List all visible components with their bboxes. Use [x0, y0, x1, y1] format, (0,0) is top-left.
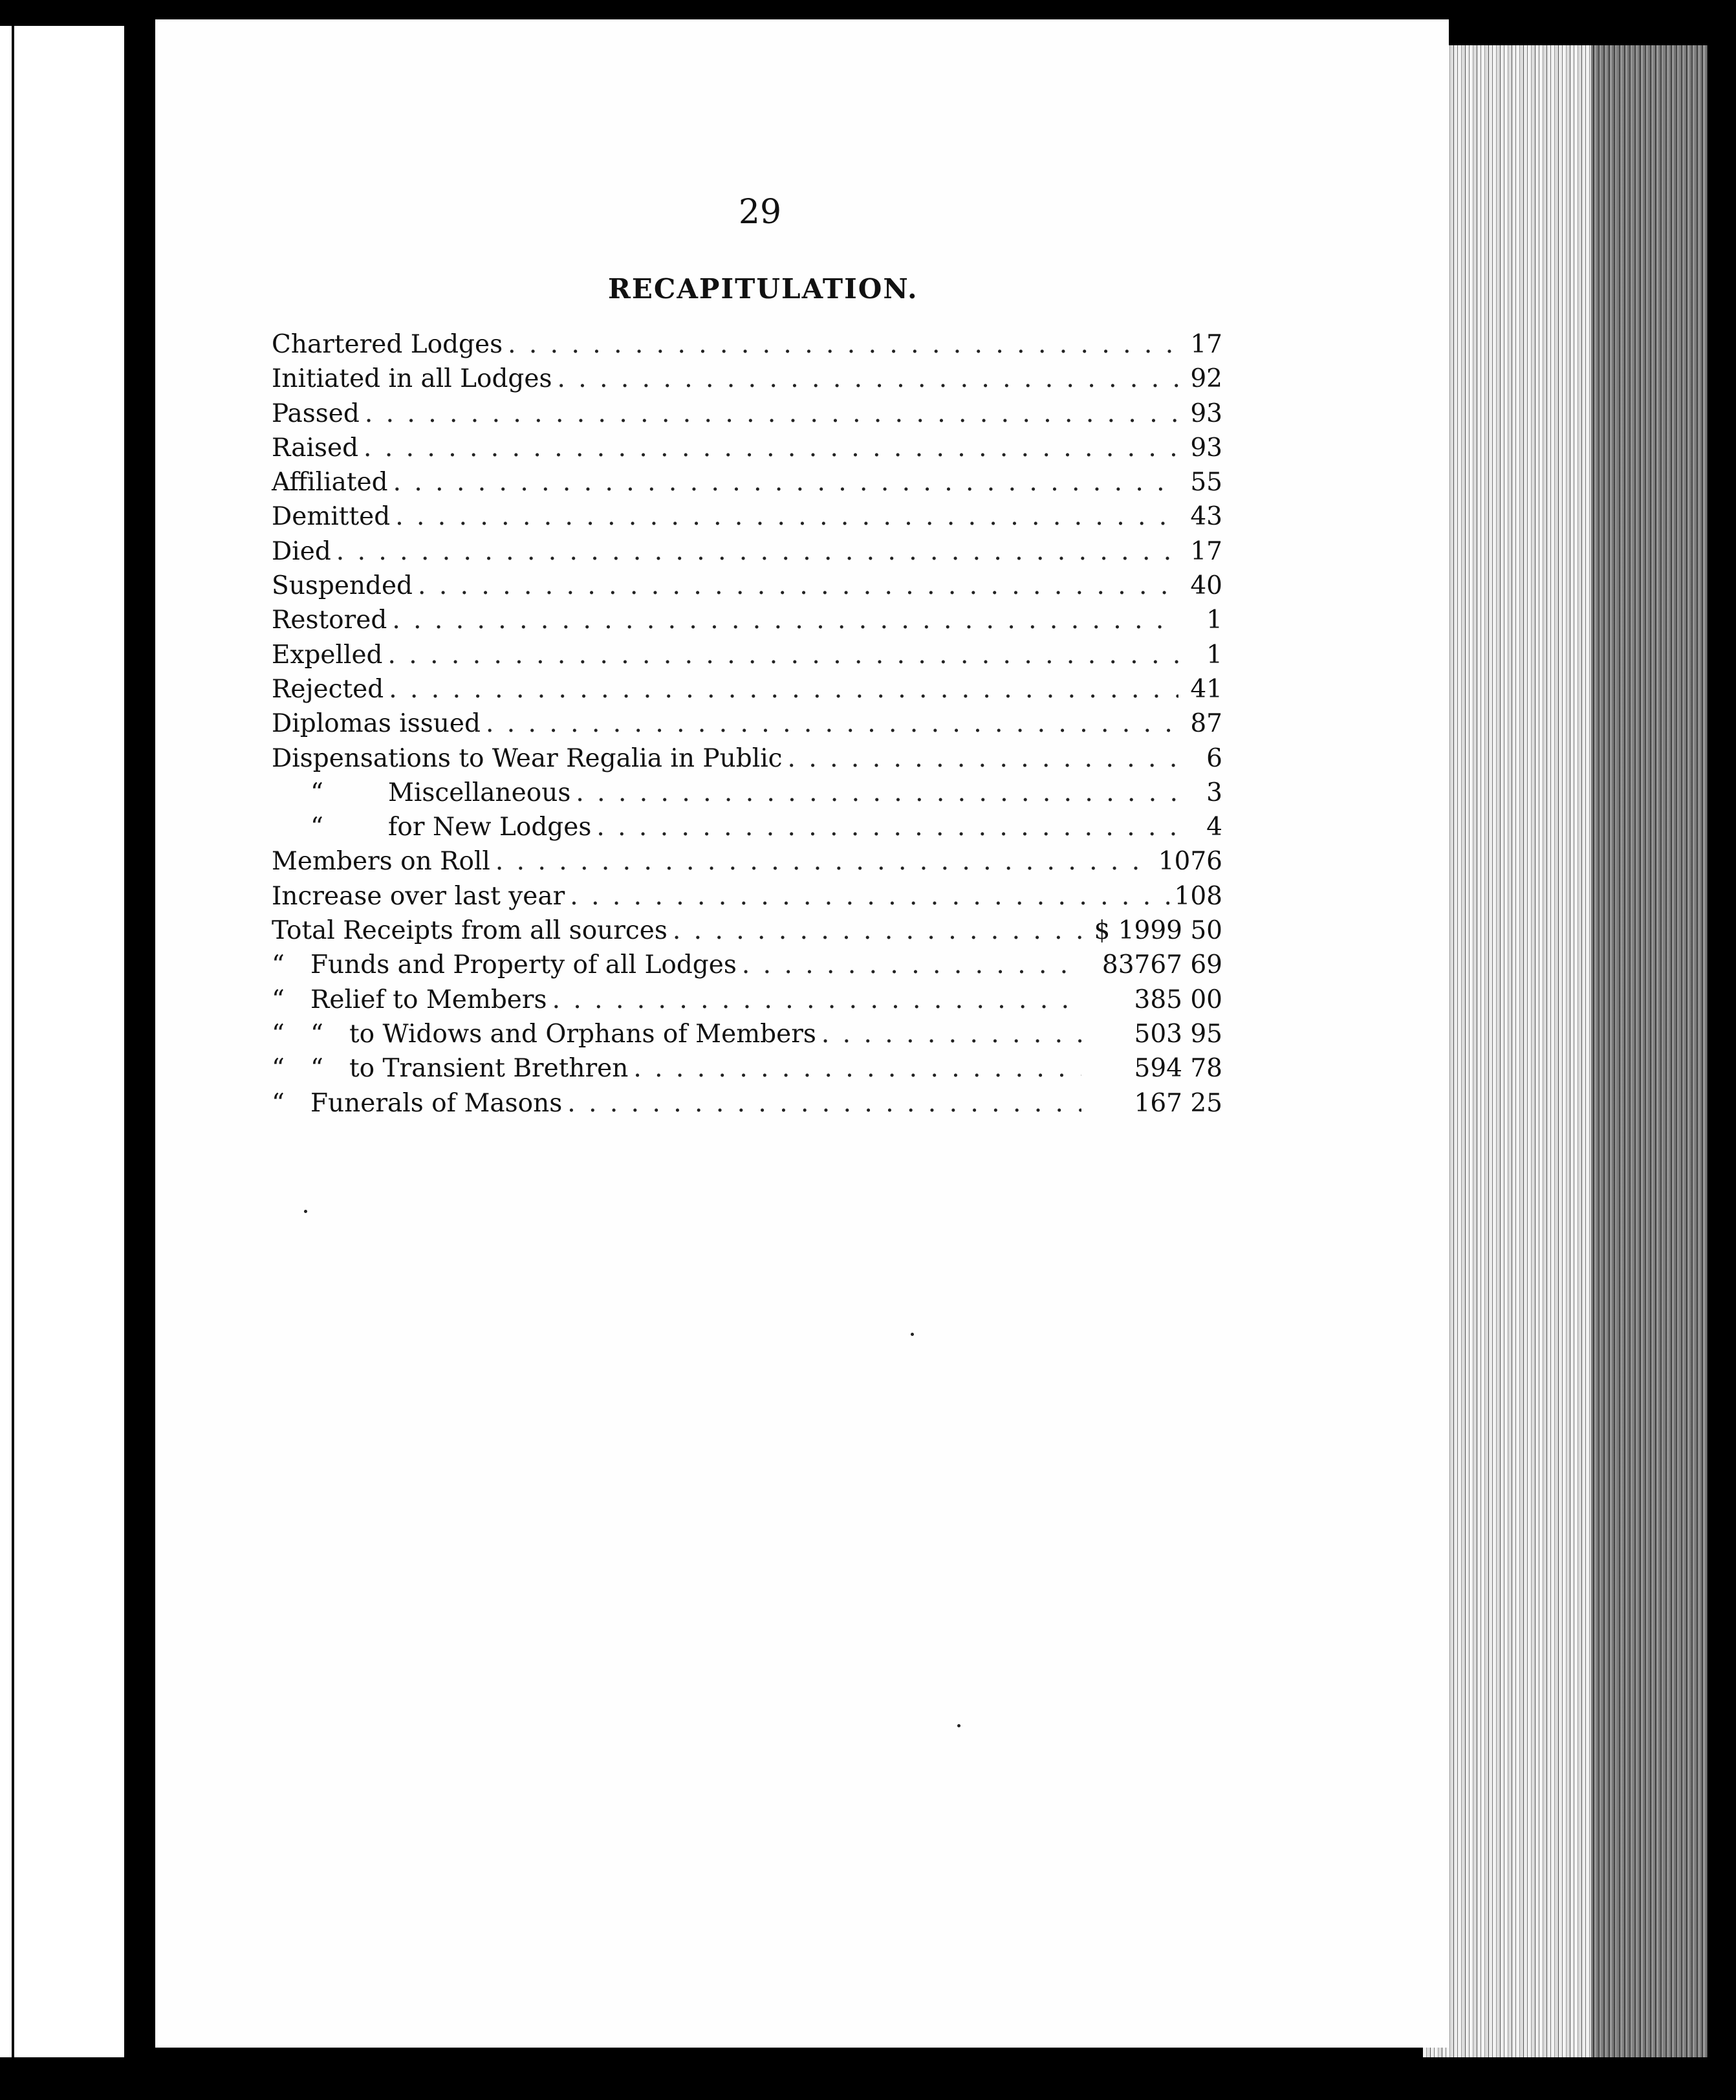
row-value: 4 [1206, 813, 1222, 842]
row-value: 40 [1190, 571, 1222, 601]
list-row [272, 882, 1222, 916]
row-label: Funerals of Masons [310, 1088, 563, 1118]
list-row [272, 433, 1222, 468]
row-value: 167 25 [1134, 1088, 1222, 1118]
ditto-mark: “ [272, 1088, 285, 1118]
list-row [272, 709, 1222, 743]
dot-leader [596, 813, 1178, 842]
dot-leader [389, 675, 1178, 704]
row-value: 93 [1190, 433, 1222, 463]
row-label: to Transient Brethren [349, 1054, 629, 1084]
list-row [272, 537, 1222, 571]
ditto-mark: “ [272, 950, 285, 980]
row-label: Members on Roll [272, 847, 490, 877]
row-value: 503 95 [1134, 1019, 1222, 1049]
row-value: 43 [1190, 502, 1222, 532]
dot-leader [633, 1054, 1081, 1083]
list-row [272, 916, 1222, 950]
dot-leader [673, 916, 1081, 945]
row-label: Diplomas issued [272, 709, 481, 739]
row-label: Chartered Lodges [272, 330, 503, 359]
list-row [272, 950, 1222, 985]
row-value: 41 [1190, 674, 1222, 704]
book-gutter [124, 0, 155, 2100]
list-row [272, 675, 1222, 709]
row-label: Increase over last year [272, 881, 565, 911]
row-value: 385 00 [1134, 985, 1222, 1014]
row-label: Expelled [272, 640, 383, 670]
row-value: 92 [1190, 364, 1222, 394]
row-value: 6 [1206, 743, 1222, 773]
row-value: 3 [1206, 778, 1222, 807]
dot-leader [742, 950, 1081, 979]
list-row [272, 364, 1222, 399]
row-value: 55 [1190, 468, 1222, 498]
print-speck [957, 1724, 960, 1727]
list-row [272, 813, 1222, 847]
list-row [272, 778, 1222, 813]
print-speck [911, 1333, 914, 1336]
dot-leader [570, 882, 1169, 911]
left-page-edge [0, 26, 124, 2057]
dot-leader [495, 847, 1153, 876]
ditto-mark: “ [310, 778, 323, 807]
dot-leader [508, 330, 1178, 359]
row-value: 594 78 [1134, 1054, 1222, 1084]
list-row [272, 1089, 1222, 1123]
row-label: Total Receipts from all sources [272, 916, 667, 946]
ditto-mark: “ [272, 1019, 285, 1049]
list-row [272, 1054, 1222, 1088]
dot-leader [558, 364, 1179, 393]
recapitulation-list [272, 330, 1222, 1123]
row-label: Funds and Property of all Lodges [310, 950, 737, 980]
dot-leader [363, 433, 1178, 463]
row-value: 108 [1174, 881, 1222, 911]
left-page-rule [12, 26, 14, 2057]
dot-leader [392, 606, 1178, 635]
list-row [272, 640, 1222, 675]
dot-leader [576, 778, 1178, 807]
list-row [272, 847, 1222, 881]
row-label: Dispensations to Wear Regalia in Public [272, 743, 783, 773]
row-value: $ 1999 50 [1094, 916, 1222, 946]
list-row [272, 330, 1222, 364]
row-label: Passed [272, 399, 360, 428]
dot-leader [567, 1089, 1081, 1118]
row-label: Relief to Members [310, 985, 547, 1014]
ditto-mark: “ [310, 1019, 323, 1049]
list-row [272, 399, 1222, 433]
row-value: 17 [1190, 330, 1222, 359]
dot-leader [788, 744, 1178, 773]
dot-leader [821, 1020, 1081, 1049]
row-value: 1 [1206, 640, 1222, 670]
dot-leader [336, 537, 1178, 566]
list-row [272, 571, 1222, 606]
ditto-mark: “ [272, 1054, 285, 1084]
row-label: Initiated in all Lodges [272, 364, 552, 394]
ditto-mark: “ [310, 813, 323, 842]
row-label: Rejected [272, 674, 384, 704]
row-label: to Widows and Orphans of Members [349, 1019, 816, 1049]
row-label: Demitted [272, 502, 391, 532]
ditto-mark: “ [310, 1054, 323, 1084]
list-row [272, 468, 1222, 502]
page-stack-shadow [1591, 45, 1708, 2057]
dot-leader [365, 399, 1178, 428]
dot-leader [418, 571, 1178, 600]
row-label: Died [272, 536, 331, 566]
list-row [272, 502, 1222, 536]
row-value: 93 [1190, 399, 1222, 428]
list-row [272, 1020, 1222, 1054]
print-speck [304, 1210, 307, 1213]
row-value: 1076 [1158, 847, 1222, 877]
row-label: Raised [272, 433, 359, 463]
page-stack-edge [1423, 45, 1708, 2057]
row-label: Restored [272, 606, 387, 635]
row-label: Affiliated [272, 468, 388, 498]
list-row [272, 744, 1222, 778]
page-heading: RECAPITULATION. [608, 273, 918, 305]
page-number: 29 [738, 193, 782, 232]
dot-leader [486, 709, 1178, 738]
dot-leader [552, 985, 1081, 1014]
row-label: for New Lodges [388, 813, 592, 842]
row-value: 1 [1206, 606, 1222, 635]
list-row [272, 606, 1222, 640]
dot-leader [393, 468, 1178, 497]
row-value: 17 [1190, 536, 1222, 566]
row-label: Miscellaneous [388, 778, 571, 807]
dot-leader [388, 640, 1178, 670]
ditto-mark: “ [272, 985, 285, 1014]
row-label: Suspended [272, 571, 413, 601]
row-value: 83767 69 [1101, 950, 1222, 980]
row-value: 87 [1190, 709, 1222, 739]
dot-leader [395, 502, 1178, 531]
list-row [272, 985, 1222, 1020]
